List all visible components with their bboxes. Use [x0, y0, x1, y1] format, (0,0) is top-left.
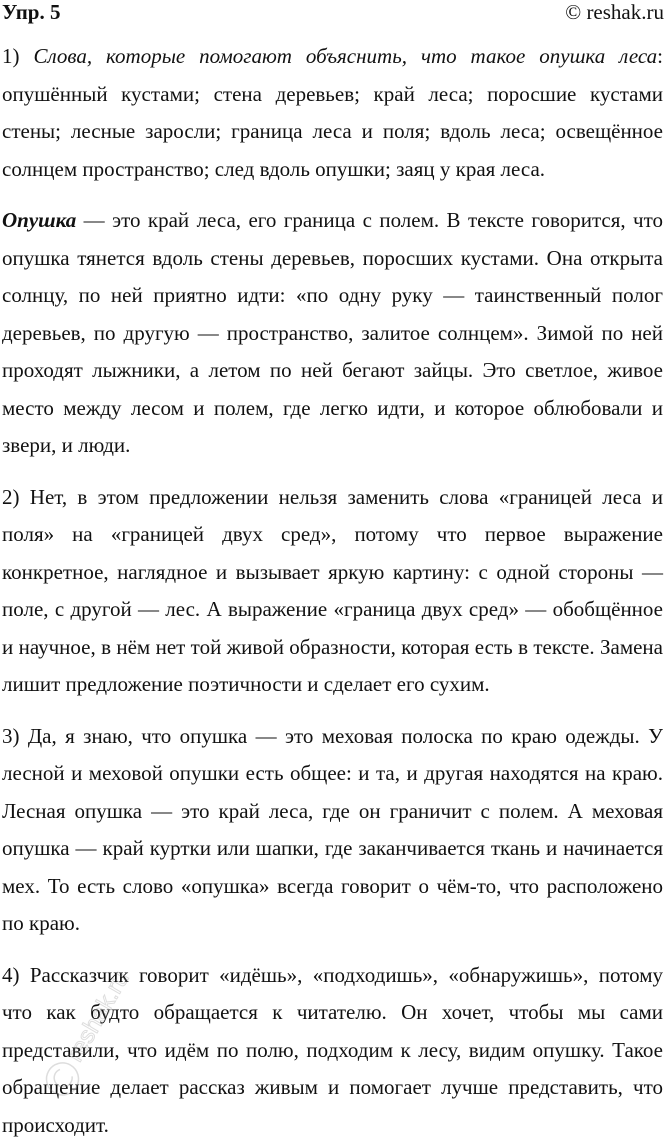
- definition: [2, 202, 663, 465]
- definition-text: — это край леса, его граница с полем. В тексте говорится, что опушка тянется вдоль стены деревьев, поросших кустами. Она открыта солнцу, по ней приятно идти: «по одну руку — таинственный полог деревьев, по другую — пространство, залитое солнцем». Зимой по ней проходят лыжники, а летом по ней бегают зайцы. Это светлое, живое место между лесом и полем, где легко идти, и которое облюбовали и звери, и люди.: [2, 208, 663, 457]
- answer-1-text: : опушённый кустами; стена деревьев; край леса; поросшие кустами стены; лесные заросли; граница леса и поля; вдоль леса; освещённое солнцем пространство; след вдоль опушки; заяц у края леса.: [2, 44, 663, 181]
- answer-1-number: 1): [2, 44, 33, 68]
- answer-1: [2, 38, 663, 188]
- header: [0, 0, 666, 30]
- svg-text:reshak.ru: reshak.ru: [61, 966, 134, 1066]
- definition-term: Опушка: [2, 208, 76, 232]
- copyright: © reshak.ru: [565, 0, 664, 24]
- exercise-title: Упр. 5: [2, 0, 60, 24]
- answer-1-question: Слова, которые помогают объяснить, что такое опушка леса: [33, 44, 657, 68]
- answer-4: 4) Рассказчик говорит «идёшь», «подходишь», «обнаружишь», потому что как будто обращается к читателю. Он хочет, чтобы мы сами представили, что идём по полю, подходим к лесу, видим опушку. Такое обращение делает рассказ живым и помогает лучше представить, что происходит.: [2, 957, 663, 1144]
- answer-2: 2) Нет, в этом предложении нельзя заменить слова «границей леса и поля» на «границей двух сред», потому что первое выражение конкретное, наглядное и вызывает яркую картину: с одной стороны — поле, с другой — лес. А выражение «граница двух сред» — обобщённое и научное, в нём нет той живой образности, которая есть в тексте. Замена лишит предложение поэтичности и сделает его сухим.: [2, 479, 663, 704]
- answer-3: 3) Да, я знаю, что опушка — это меховая полоска по краю одежды. У лесной и меховой опушки есть общее: и та, и другая находятся на краю. Лесная опушка — это край леса, где он граничит с полем. А меховая опушка — край куртки или шапки, где заканчивается ткань и начинается мех. То есть слово «опушка» всегда говорит о чём-то, что расположено по краю.: [2, 718, 663, 943]
- answer-content: [0, 38, 666, 1144]
